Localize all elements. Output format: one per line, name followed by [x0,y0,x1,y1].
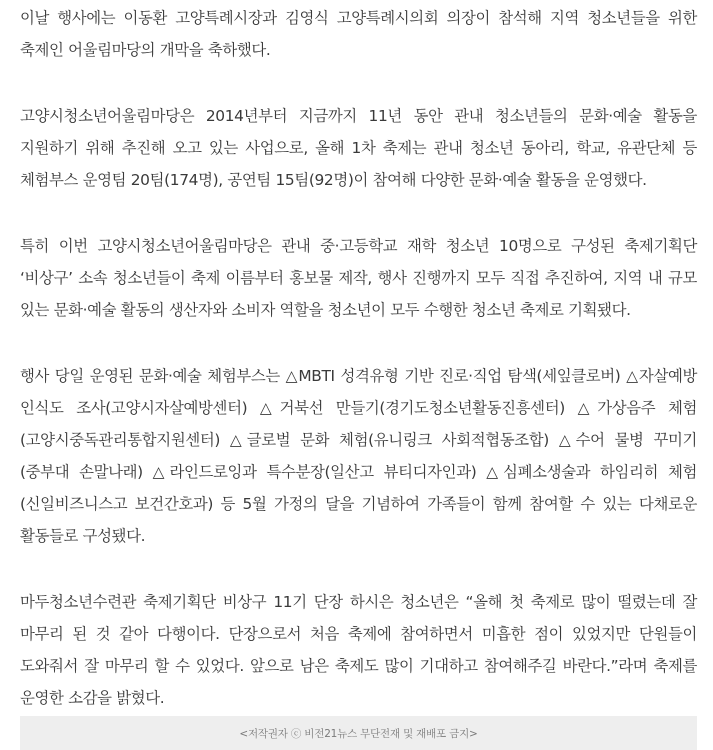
article-paragraph: 고양시청소년어울림마당은 2014년부터 지금까지 11년 동안 관내 청소년들의 문화·예술 활동을 지원하기 위해 추진해 오고 있는 사업으로, 올해 1차 축제는 관내 청소년 동아리, 학교, 유관단체 등 체험부스 운영팀 20팀(174명), 공연팀 15팀(92명)이 참여해 다양한 문화·예술 활동을 운영했다. [20,107,697,189]
copyright-text: <저작권자 ⓒ 비전21뉴스 무단전재 및 재배포 금지> [239,727,478,740]
copyright-notice [20,716,697,750]
article-paragraph: 행사 당일 운영된 문화·예술 체험부스는 △MBTI 성격유형 기반 진로·직업 탐색(세잎클로버) △자살예방 인식도 조사(고양시자살예방센터) △거북선 만들기(경기도청소년활동진흥센터) △가상음주 체험(고양시중독관리통합지원센터) △글로벌 문화 체험(유니링크 사회적협동조합) △수어 물병 꾸미기(중부대 손말나래) △라인드로잉과 특수분장(일산고 뷰티디자인과) △심폐소생술과 하임리히 체험(신일비즈니스고 보건간호과) 등 5월 가정의 달을 기념하여 가족들이 함께 참여할 수 있는 다채로운 활동들로 구성됐다. [20,367,697,545]
article-body [20,0,697,714]
article-paragraph: 이날 행사에는 이동환 고양특례시장과 김영식 고양특례시의회 의장이 참석해 지역 청소년들을 위한 축제인 어울림마당의 개막을 축하했다. [20,9,697,59]
article-paragraph: 특히 이번 고양시청소년어울림마당은 관내 중·고등학교 재학 청소년 10명으로 구성된 축제기획단 ‘비상구’ 소속 청소년들이 축제 이름부터 홍보물 제작, 행사 진행까지 모두 직접 추진하여, 지역 내 규모 있는 문화·예술 활동의 생산자와 소비자 역할을 청소년이 모두 수행한 청소년 축제로 기획됐다. [20,237,697,319]
article-paragraph: 마두청소년수련관 축제기획단 비상구 11기 단장 하시은 청소년은 “올해 첫 축제로 많이 떨렸는데 잘 마무리 된 것 같아 다행이다. 단장으로서 처음 축제에 참여하면서 미흡한 점이 있었지만 단원들이 도와줘서 잘 마무리 할 수 있었다. 앞으로 남은 축제도 많이 기대하고 참여해주길 바란다.”라며 축제를 운영한 소감을 밝혔다. [20,593,697,707]
